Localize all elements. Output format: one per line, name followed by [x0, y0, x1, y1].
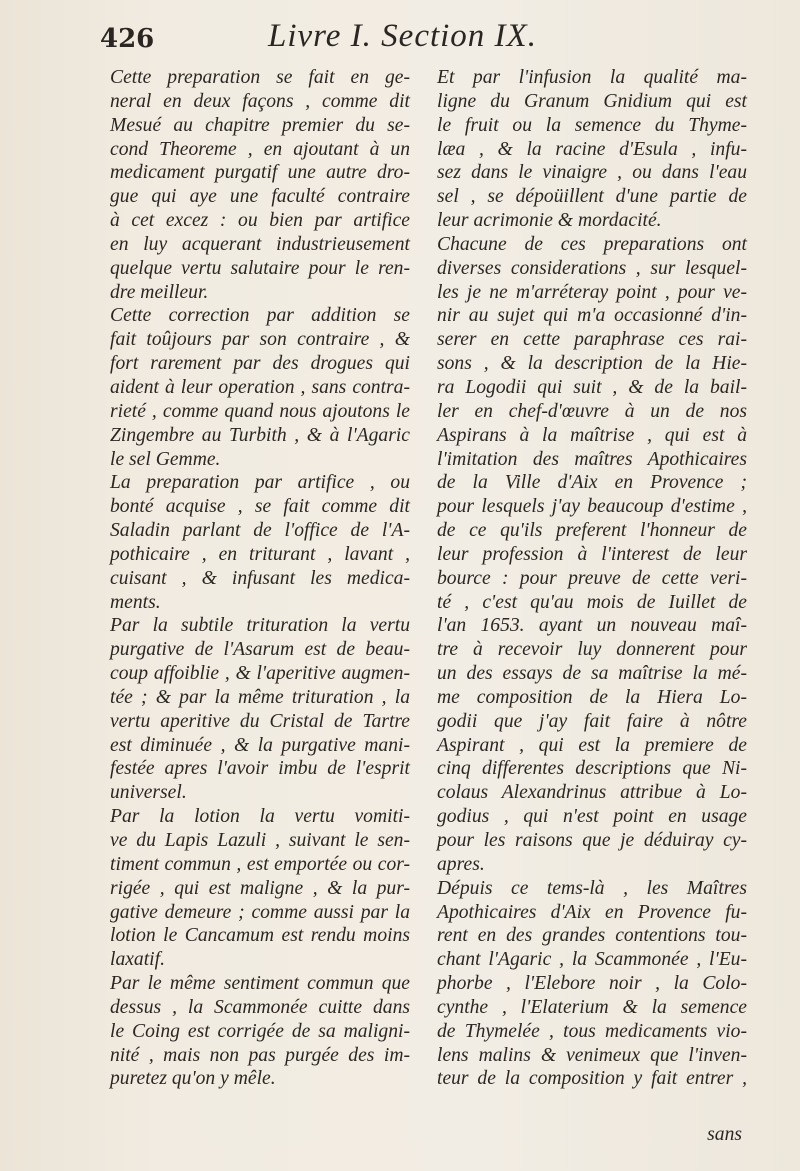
text-line: le sel Gemme. [110, 448, 221, 470]
text-line: vertu aperitive du Cristal de Tartre [110, 710, 410, 732]
text-line: l'imitation des maîtres Apothicaires [437, 448, 747, 470]
text-line: ligne du Granum Gnidium qui est [437, 90, 747, 112]
catchword: sans [707, 1124, 742, 1145]
text-line: Mesué au chapitre premier du se- [110, 114, 410, 136]
text-line: leur acrimonie & mordacité. [437, 210, 662, 232]
text-line: apres. [437, 853, 485, 875]
text-line: chant l'Agaric , la Scammonée , l'Eu- [437, 949, 747, 971]
text-line: est diminuée , & la purgative mani- [110, 734, 410, 756]
text-line: en luy acquerant industrieusement [110, 233, 410, 255]
text-line: Aspirant , qui est la premiere de [437, 734, 747, 756]
text-line: fait toûjours par son contraire , & [110, 329, 410, 351]
text-line: Aspirans à la maîtrise , qui est à [437, 424, 747, 446]
text-line: lotion le Cancamum est rendu moins [110, 925, 410, 947]
text-line: godius , qui n'est point en usage [437, 806, 747, 828]
text-line: nité , mais non pas purgée des im- [110, 1044, 410, 1066]
text-line: un des essays de sa maîtrise la mé- [437, 663, 747, 685]
text-line: Par la subtile trituration la vertu [110, 615, 410, 637]
text-line: laxatif. [110, 949, 165, 971]
text-line: ments. [110, 591, 161, 613]
text-line: gue qui aye une faculté contraire [110, 186, 410, 208]
text-line: universel. [110, 782, 187, 804]
text-line: ra Logodii qui suit , & de la bail- [437, 376, 747, 398]
text-line: sez dans le vinaigre , ou dans l'eau [437, 162, 747, 184]
text-line: dre meilleur. [110, 281, 209, 303]
text-line: cinq differentes descriptions que Ni- [437, 758, 747, 780]
text-line: neral en deux façons , comme dit [110, 90, 410, 112]
text-line: bonté acquise , se fait comme dit [110, 496, 410, 518]
text-line: lens malins & venimeux que l'inven- [437, 1044, 747, 1066]
text-line: coup affoiblie , & l'aperitive augmen- [110, 663, 410, 685]
page-number: 426 [100, 24, 155, 54]
text-line: diverses considerations , sur lesquel- [437, 257, 747, 279]
text-line: fort rarement par des drogues qui [110, 353, 410, 375]
text-line: de ce qu'ils preferent l'honneur de [437, 520, 747, 542]
text-line: quelque vertu salutaire pour le ren- [110, 257, 410, 279]
text-line: Cette preparation se fait en ge- [110, 67, 410, 88]
text-line: colaus Alexandrinus attribue à Lo- [437, 782, 747, 804]
text-line: medicament purgatif une autre dro- [110, 162, 410, 184]
text-line: puretez qu'on y mêle. [110, 1068, 276, 1090]
text-line: les je ne m'arréteray point , pour ve- [437, 281, 747, 303]
text-line: cynthe , l'Elaterium & la semence [437, 996, 747, 1018]
left-text-column [110, 66, 410, 1091]
text-line: à cet excez : ou bien par artifice [110, 210, 410, 232]
text-line: ler en chef-d'œuvre à un de nos [437, 400, 747, 422]
text-line: pour lesquels j'ay beaucoup d'estime , [437, 496, 747, 518]
text-line: Par le même sentiment commun que [110, 973, 410, 995]
text-line: festée apres l'avoir imbu de l'esprit [110, 758, 410, 780]
text-line: bource : pour preuve de cette veri- [437, 567, 747, 589]
right-text-column [437, 66, 747, 1091]
text-line: l'an 1653. ayant un nouveau maî- [437, 615, 747, 637]
text-line: pour les raisons que je déduiray cy- [437, 830, 747, 851]
text-line: purgative de l'Asarum est de beau- [110, 639, 410, 661]
page-header [100, 18, 740, 62]
text-line: tre à recevoir luy donnerent pour [437, 639, 747, 661]
text-line: Zingembre au Turbith , & à l'Agaric [110, 424, 410, 446]
text-line: godii que j'ay fait faire à nôtre [437, 710, 747, 732]
text-line: tée ; & par la même trituration , la [110, 686, 410, 708]
text-line: Chacune de ces preparations ont [437, 233, 747, 255]
text-line: Cette correction par addition se [110, 305, 410, 327]
text-line: Apothicaires d'Aix en Provence fu- [437, 901, 747, 923]
text-line: té , c'est qu'au mois de Iuillet de [437, 591, 747, 613]
text-line: nir au sujet qui m'a occasionné d'in- [437, 305, 747, 327]
text-line: de Thymelée , tous medicaments vio- [437, 1020, 747, 1042]
text-line: pothicaire , en triturant , lavant , [110, 543, 410, 565]
text-line: rent en des grandes contentions tou- [437, 925, 747, 947]
text-line: Dépuis ce tems-là , les Maîtres [437, 877, 747, 899]
text-line: cuisant , & infusant les medica- [110, 567, 410, 589]
text-line: serer en cette paraphrase ces rai- [437, 329, 747, 351]
text-line: me composition de la Hiera Lo- [437, 686, 747, 708]
text-line: de la Ville d'Aix en Provence ; [437, 472, 747, 494]
text-line: le fruit ou la semence du Thyme- [437, 114, 747, 136]
text-line: aident à leur operation , sans contra- [110, 376, 410, 398]
text-line: Et par l'infusion la qualité ma- [437, 67, 747, 88]
text-line: teur de la composition y fait entrer , [437, 1068, 747, 1090]
text-line: læa , & la racine d'Esula , infu- [437, 138, 747, 160]
text-line: cond Theoreme , en ajoutant à un [110, 138, 410, 160]
text-line: rieté , comme quand nous ajoutons le [110, 400, 410, 422]
text-line: timent commun , est emportée ou cor- [110, 853, 410, 875]
text-line: dessus , la Scammonée cuitte dans [110, 996, 410, 1018]
text-line: phorbe , l'Elebore noir , la Colo- [437, 973, 747, 995]
text-line: gative demeure ; comme aussi par la [110, 901, 410, 923]
text-line: le Coing est corrigée de sa maligni- [110, 1020, 410, 1042]
text-line: sel , se dépoüillent d'une partie de [437, 186, 747, 208]
text-line: ve du Lapis Lazuli , suivant le sen- [110, 830, 410, 851]
text-line: La preparation par artifice , ou [110, 472, 410, 494]
text-line: sons , & la description de la Hie- [437, 353, 747, 375]
text-line: Saladin parlant de l'office de l'A- [110, 520, 410, 542]
running-title: Livre I. Section IX. [268, 18, 537, 54]
text-line: leur profession à l'interest de leur [437, 543, 747, 565]
text-line: Par la lotion la vertu vomiti- [110, 806, 410, 828]
text-line: rigée , qui est maligne , & la pur- [110, 877, 410, 899]
